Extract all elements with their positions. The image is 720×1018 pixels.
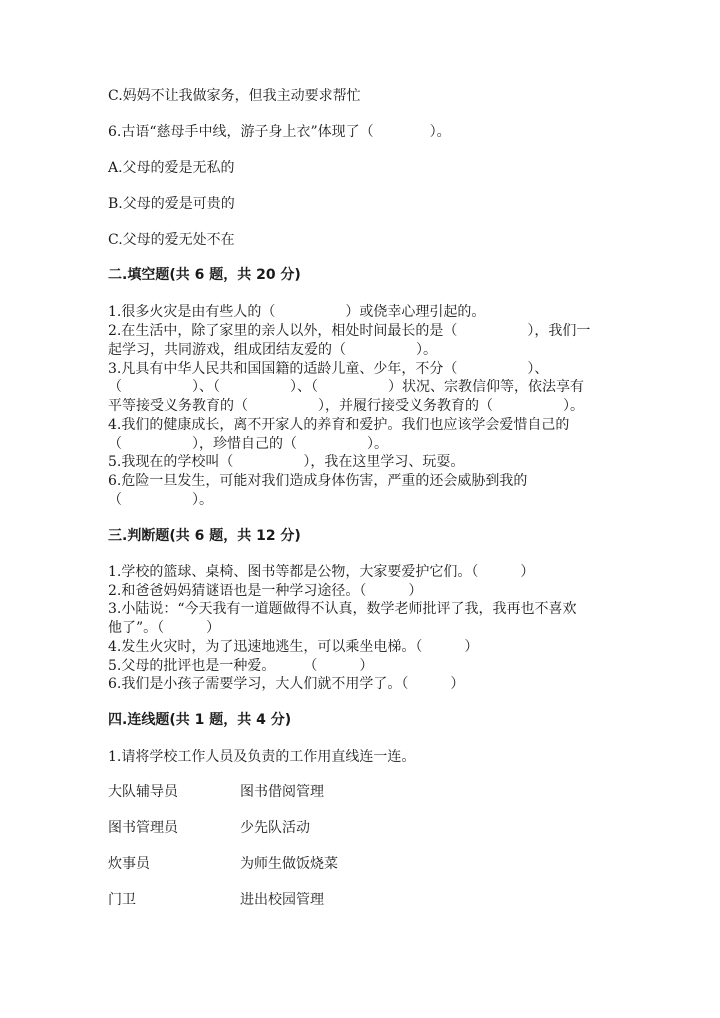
section2-line: （ ）。 — [108, 492, 213, 508]
section2-line: （ ）、（ ）、（ ）状况、宗教信仰等，依法享有 — [108, 379, 584, 395]
section2-line: 2.在生活中，除了家里的亲人以外，相处时间最长的是（ ），我们一 — [108, 323, 591, 339]
q6-option-c: C.父母的爱无处不在 — [108, 232, 235, 248]
section2-line: 3.凡具有中华人民共和国国籍的适龄儿童、少年，不分（ ）、 — [108, 361, 549, 377]
section3-line: 4.发生火灾时，为了迅速地逃生，可以乘坐电梯。（ ） — [108, 639, 479, 655]
section3-line: 3.小陆说：“今天我有一道题做得不认真，数学老师批评了我，我再也不喜欢 — [108, 601, 577, 617]
q5-option-c: C.妈妈不让我做家务，但我主动要求帮忙 — [108, 88, 361, 104]
section2-line: 1.很多火灾是由有些人的（ ）或侥幸心理引起的。 — [108, 304, 486, 320]
section3-line: 他了”。（ ） — [108, 620, 221, 636]
section2-title: 二.填空题(共 6 题，共 20 分) — [108, 267, 301, 283]
match-right-item: 进出校园管理 — [240, 892, 324, 908]
match-right-item: 少先队活动 — [240, 820, 310, 836]
match-left-item: 门卫 — [108, 892, 136, 908]
q6-option-b: B.父母的爱是可贵的 — [108, 196, 235, 212]
section3-line: 2.和爸爸妈妈猜谜语也是一种学习途径。（ ） — [108, 583, 423, 599]
match-left-item: 图书管理员 — [108, 820, 178, 836]
q6-question: 6.古语“慈母手中线，游子身上衣”体现了（ ）。 — [108, 124, 451, 140]
section3-line: 1.学校的篮球、桌椅、图书等都是公物，大家要爱护它们。（ ） — [108, 564, 535, 580]
section3-line: 5.父母的批评也是一种爱。 （ ） — [108, 658, 374, 674]
match-left-item: 大队辅导员 — [108, 784, 178, 800]
section2-line: 起学习，共同游戏，组成团结友爱的（ ）。 — [108, 342, 437, 358]
section3-line: 6.我们是小孩子需要学习，大人们就不用学了。（ ） — [108, 676, 465, 692]
section2-line: 5.我现在的学校叫（ ），我在这里学习、玩耍。 — [108, 454, 465, 470]
match-left-item: 炊事员 — [108, 856, 150, 872]
section3-title: 三.判断题(共 6 题，共 12 分) — [108, 528, 301, 544]
section2-line: 平等接受义务教育的（ ），并履行接受义务教育的（ ）。 — [108, 398, 584, 414]
section4-question: 1.请将学校工作人员及负责的工作用直线连一连。 — [108, 749, 416, 765]
section2-line: 4.我们的健康成长，离不开家人的养育和爱护。我们也应该学会爱惜自己的 — [108, 417, 570, 433]
section2-line: 6.危险一旦发生，可能对我们造成身体伤害，严重的还会威胁到我的 — [108, 473, 528, 489]
q6-option-a: A.父母的爱是无私的 — [108, 160, 235, 176]
match-right-item: 图书借阅管理 — [240, 784, 324, 800]
section4-title: 四.连线题(共 1 题，共 4 分) — [108, 712, 292, 728]
match-right-item: 为师生做饭烧菜 — [240, 856, 338, 872]
section2-line: （ ），珍惜自己的（ ）。 — [108, 436, 388, 452]
